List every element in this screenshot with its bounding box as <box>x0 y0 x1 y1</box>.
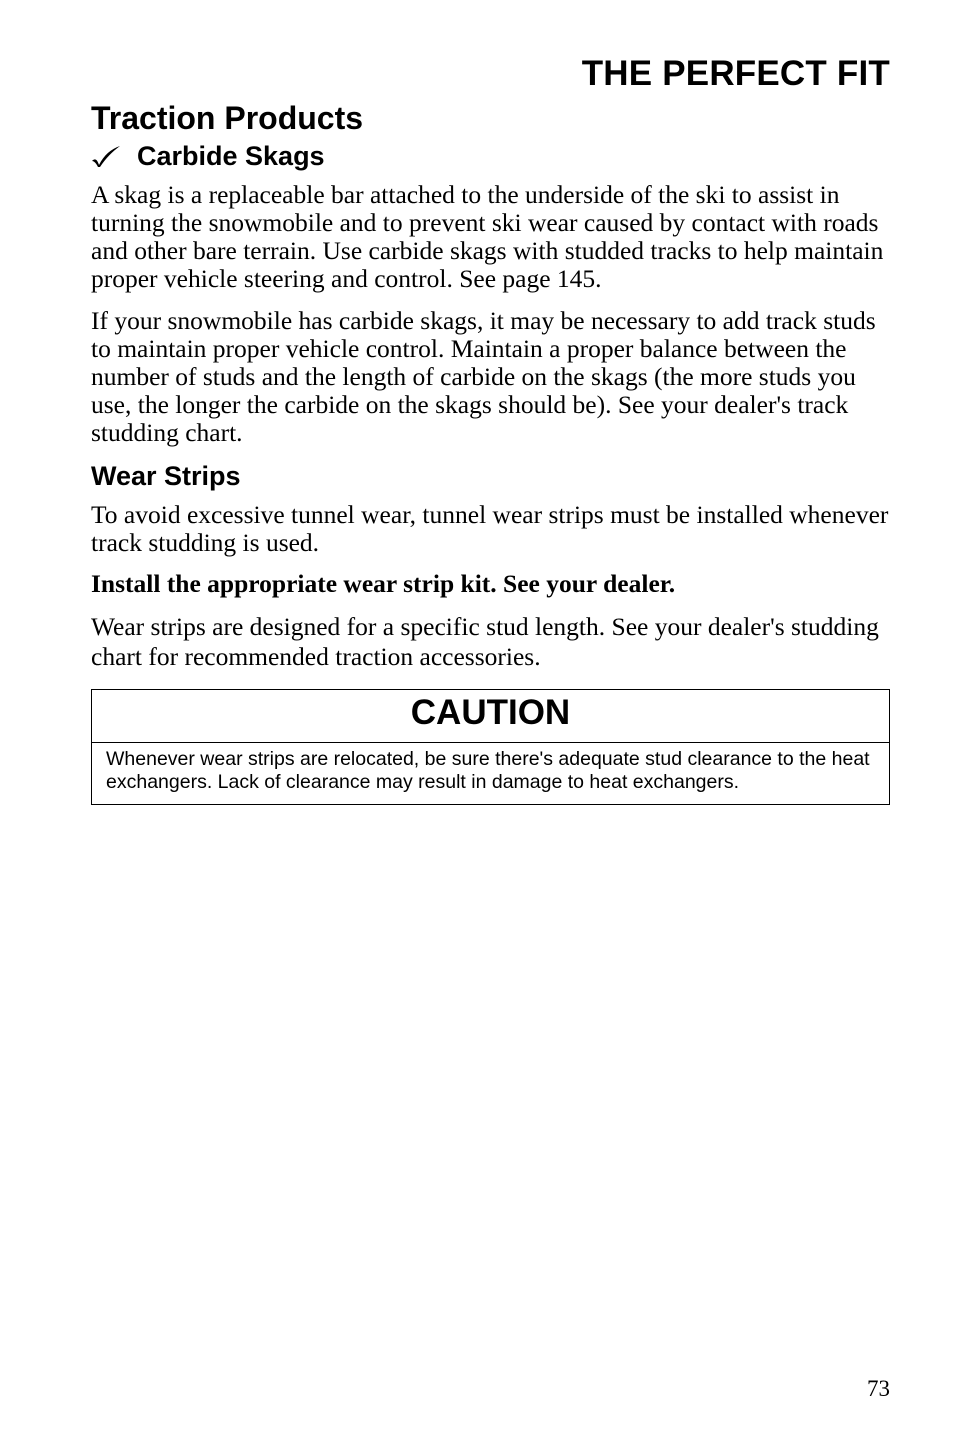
caution-box <box>91 689 890 805</box>
caution-text: Whenever wear strips are relocated, be sure there's adequate stud clearance to the heat exchangers. Lack of clearance may result in damage to heat exchangers. <box>106 748 870 793</box>
section-title: Traction Products <box>91 100 364 136</box>
wear-strips-heading: Wear Strips <box>91 461 241 491</box>
wear-strips-instruction: Install the appropriate wear strip kit. See your dealer. <box>91 569 676 598</box>
page-content <box>91 98 891 805</box>
checkmark-icon <box>91 144 121 168</box>
carbide-skags-heading-text: Carbide Skags <box>137 141 325 171</box>
page-number: 73 <box>867 1376 890 1401</box>
wear-strips-paragraph-1: To avoid excessive tunnel wear, tunnel wear strips must be installed whenever track studding is used. <box>91 500 889 557</box>
caution-title: CAUTION <box>92 690 889 743</box>
chapter-title: THE PERFECT FIT <box>581 54 890 93</box>
wear-strips-paragraph-2: Wear strips are designed for a specific stud length. See your dealer's studding chart for recommended traction accessories. <box>91 612 879 671</box>
carbide-skags-paragraph-1: A skag is a replaceable bar attached to the underside of the ski to assist in turning the snowmobile and to prevent ski wear caused by contact with roads and other bare terrain. Use carbide skags with studded tracks to help maintain proper vehicle steering and control. See page 145. <box>91 180 884 293</box>
carbide-skags-paragraph-2: If your snowmobile has carbide skags, it may be necessary to add track studs to maintain proper vehicle control. Maintain a proper balance between the number of studs and the length of carbide on the skags (the more studs you use, the longer the carbide on the skags should be). See your dealer's track studding chart. <box>91 306 876 447</box>
carbide-skags-heading <box>91 139 891 173</box>
